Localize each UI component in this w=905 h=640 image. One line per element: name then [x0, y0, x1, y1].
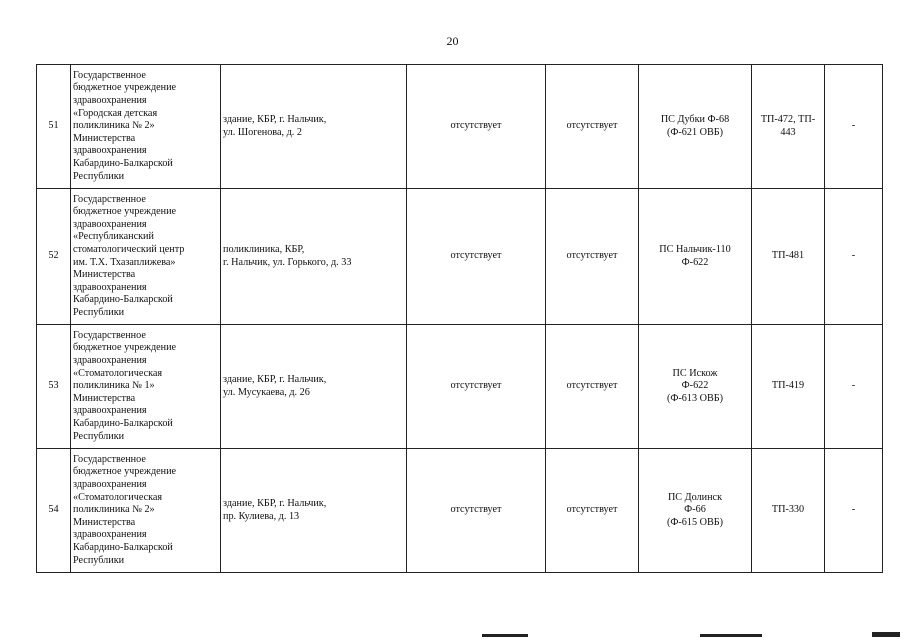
organization-name [71, 449, 221, 573]
table-row [37, 449, 883, 573]
status-b: отсутствует [546, 449, 639, 573]
dash-cell: - [825, 189, 883, 325]
substation-line: Ф-622 [681, 256, 709, 268]
name-line: Республики [73, 306, 125, 318]
name-line: Кабардино-Балкарской [73, 417, 173, 429]
name-line: Кабардино-Балкарской [73, 541, 173, 553]
address [221, 325, 407, 449]
substation-line: ПС Дубки Ф-68 [660, 113, 730, 125]
dash-cell: - [825, 325, 883, 449]
name-line: поликлиника № 1» [73, 380, 155, 392]
address [221, 449, 407, 573]
name-line: здравоохранения [73, 405, 147, 417]
name-line: «Городская детская [73, 107, 158, 119]
name-line: Республики [73, 554, 125, 566]
name-line: здравоохранения [73, 145, 147, 157]
name-line: «Республиканский [73, 231, 154, 243]
name-line: стоматологический центр [73, 243, 185, 255]
scan-artifact [700, 634, 762, 637]
organization-name [71, 189, 221, 325]
substation-line: Ф-66 [684, 504, 706, 516]
name-line: бюджетное учреждение [73, 82, 177, 94]
transformer-line: ТП-330 [771, 504, 805, 516]
address-line: ул. Мусукаева, д. 26 [223, 386, 310, 398]
dash-cell: - [825, 65, 883, 189]
name-line: Государственное [73, 329, 146, 341]
substation-line: (Ф-613 ОВБ) [666, 392, 724, 404]
name-line: здравоохранения [73, 218, 147, 230]
substation-line: ПС Долинск [667, 491, 723, 503]
row-number: 51 [37, 65, 71, 189]
transformer-point [752, 65, 825, 189]
row-number: 53 [37, 325, 71, 449]
address-line: г. Нальчик, ул. Горького, д. 33 [223, 256, 352, 268]
status-b: отсутствует [546, 189, 639, 325]
name-line: Государственное [73, 69, 146, 81]
substation [639, 449, 752, 573]
name-line: здравоохранения [73, 479, 147, 491]
name-line: здравоохранения [73, 95, 147, 107]
dash-cell: - [825, 449, 883, 573]
name-line: Республики [73, 430, 125, 442]
transformer-point [752, 325, 825, 449]
page-number: 20 [446, 34, 459, 48]
substation-line: ПС Нальчик-110 [659, 243, 731, 255]
name-line: Республики [73, 170, 125, 182]
name-line: Кабардино-Балкарской [73, 157, 173, 169]
row-number: 54 [37, 449, 71, 573]
substation-line: (Ф-621 ОВБ) [666, 126, 724, 138]
substation [639, 189, 752, 325]
name-line: «Стоматологическая [73, 367, 163, 379]
row-number: 52 [37, 189, 71, 325]
transformer-line: ТП-472, ТП- [760, 113, 816, 125]
name-line: «Стоматологическая [73, 491, 163, 503]
name-line: Министерства [73, 269, 136, 281]
address [221, 65, 407, 189]
name-line: бюджетное учреждение [73, 342, 177, 354]
table-row [37, 65, 883, 189]
name-line: Министерства [73, 392, 136, 404]
address-line: здание, КБР, г. Нальчик, [223, 373, 327, 385]
name-line: Государственное [73, 193, 146, 205]
address [221, 189, 407, 325]
transformer-line: ТП-419 [771, 380, 805, 392]
transformer-point [752, 449, 825, 573]
facilities-table [36, 64, 883, 573]
substation-line: (Ф-615 ОВБ) [666, 516, 724, 528]
organization-name [71, 325, 221, 449]
status-a: отсутствует [407, 65, 546, 189]
substation-line: ПС Искож [672, 367, 718, 379]
address-line: пр. Кулиева, д. 13 [223, 510, 300, 522]
status-b: отсутствует [546, 325, 639, 449]
status-a: отсутствует [407, 325, 546, 449]
status-a: отсутствует [407, 449, 546, 573]
organization-name [71, 65, 221, 189]
name-line: здравоохранения [73, 529, 147, 541]
name-line: бюджетное учреждение [73, 466, 177, 478]
name-line: Кабардино-Балкарской [73, 294, 173, 306]
address-line: здание, КБР, г. Нальчик, [223, 497, 327, 509]
name-line: поликлиника № 2» [73, 504, 155, 516]
name-line: Государственное [73, 453, 146, 465]
name-line: им. Т.Х. Тхазаплижева» [73, 256, 176, 268]
transformer-line: ТП-481 [771, 250, 805, 262]
name-line: поликлиника № 2» [73, 120, 155, 132]
name-line: бюджетное учреждение [73, 206, 177, 218]
name-line: Министерства [73, 516, 136, 528]
name-line: здравоохранения [73, 281, 147, 293]
substation [639, 65, 752, 189]
scan-artifact [482, 634, 528, 637]
substation-line: Ф-622 [681, 380, 709, 392]
transformer-line: 443 [780, 126, 796, 138]
transformer-point [752, 189, 825, 325]
scan-artifact [872, 632, 900, 637]
substation [639, 325, 752, 449]
address-line: ул. Шогенова, д. 2 [223, 126, 302, 138]
name-line: Министерства [73, 132, 136, 144]
status-a: отсутствует [407, 189, 546, 325]
table-row [37, 189, 883, 325]
address-line: здание, КБР, г. Нальчик, [223, 113, 327, 125]
name-line: здравоохранения [73, 355, 147, 367]
status-b: отсутствует [546, 65, 639, 189]
table-row [37, 325, 883, 449]
address-line: поликлиника, КБР, [223, 243, 305, 255]
